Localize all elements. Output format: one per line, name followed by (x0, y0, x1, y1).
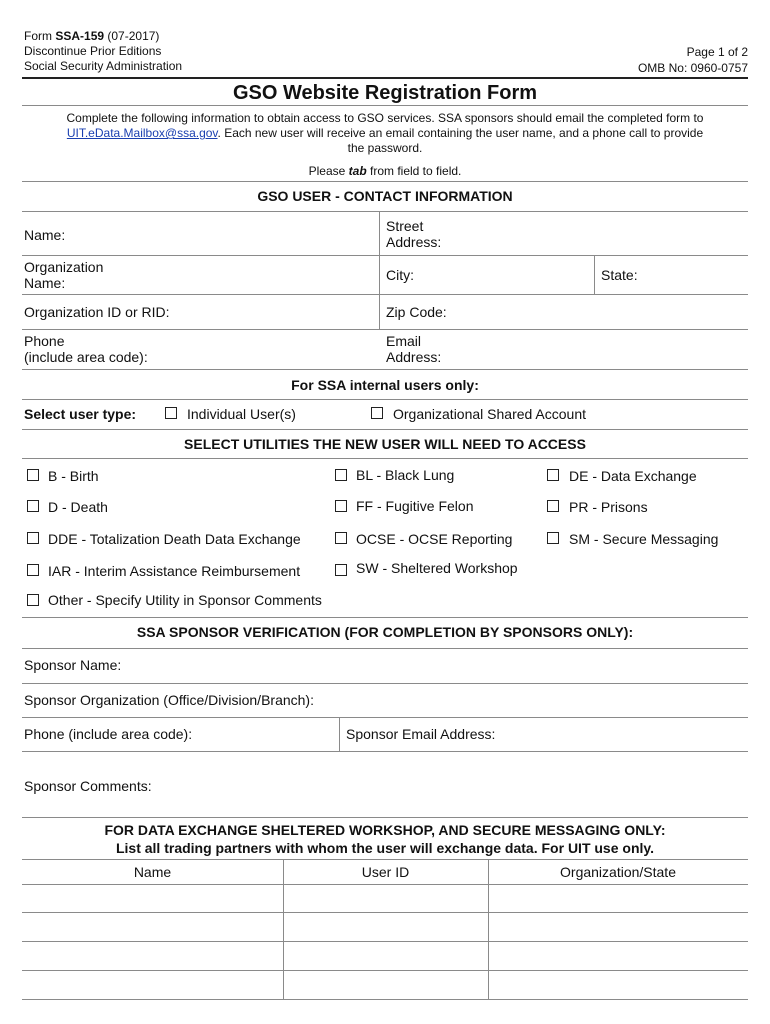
dde-label: DDE - Totalization Death Data Exchange (48, 531, 301, 547)
org-shared-account-label: Organizational Shared Account (393, 406, 587, 422)
partner-row-2-name[interactable] (22, 913, 283, 941)
partner-row-4-userid[interactable] (284, 971, 488, 999)
agency-name: Social Security Administration (24, 59, 183, 73)
sponsor-phone-field[interactable]: Phone (include area code): (24, 726, 193, 742)
partner-row-1-name[interactable] (22, 885, 283, 912)
fugitive-felon-label: FF - Fugitive Felon (356, 498, 474, 514)
other-utility-label: Other - Specify Utility in Sponsor Comments (48, 592, 322, 608)
street-label-2: Address: (386, 234, 442, 250)
tab-pre: Please (308, 164, 349, 178)
partner-row-1-org[interactable] (489, 885, 748, 912)
sponsor-email-link[interactable]: UIT.eData.Mailbox@ssa.gov (66, 126, 218, 140)
partner-row-4-org[interactable] (489, 971, 748, 999)
grid-vline (594, 255, 595, 294)
individual-user-checkbox[interactable] (165, 407, 177, 419)
sponsor-organization-field[interactable]: Sponsor Organization (Office/Division/Branch): (24, 692, 314, 708)
email-label-2: Address: (386, 349, 442, 365)
name-field[interactable]: Name: (24, 227, 66, 243)
tab-post: from field to field. (366, 164, 462, 178)
partner-row-3-name[interactable] (22, 942, 283, 970)
rule (22, 683, 748, 684)
email-label-1: Email (386, 333, 422, 349)
partners-heading-2: List all trading partners with whom the user will exchange data. For UIT use only. (115, 840, 655, 856)
partner-row-3-org[interactable] (489, 942, 748, 970)
organization-name-field[interactable] (24, 259, 103, 291)
partner-row-4-name[interactable] (22, 971, 283, 999)
birth-checkbox[interactable] (27, 469, 39, 481)
organization-id-field[interactable]: Organization ID or RID: (24, 304, 170, 320)
state-field[interactable]: State: (601, 267, 638, 283)
rule (22, 329, 748, 330)
omb-number: OMB No: 0960-0757 (637, 61, 748, 75)
org-shared-account-checkbox[interactable] (371, 407, 383, 419)
form-date: (07-2017) (104, 29, 160, 43)
page-number: Page 1 of 2 (686, 45, 748, 59)
rule (22, 648, 748, 649)
discontinue-note: Discontinue Prior Editions (24, 44, 162, 58)
partner-row-2-userid[interactable] (284, 913, 488, 941)
sponsor-name-field[interactable]: Sponsor Name: (24, 657, 122, 673)
form-prefix: Form (24, 29, 56, 43)
form-number: SSA-159 (55, 29, 105, 43)
column-header-organization-state: Organization/State (560, 864, 676, 880)
phone-label-1: Phone (24, 333, 65, 349)
org-label-2: Name: (24, 275, 66, 291)
phone-field[interactable] (24, 333, 148, 365)
intro-line-1: Complete the following information to obtain access to GSO services. SSA sponsors should email the completed form to (66, 111, 704, 125)
prisons-label: PR - Prisons (569, 499, 648, 515)
sponsor-heading: SSA SPONSOR VERIFICATION (FOR COMPLETION BY SPONSORS ONLY): (136, 624, 634, 640)
secure-messaging-label: SM - Secure Messaging (569, 531, 719, 547)
street-label-1: Street (386, 218, 424, 234)
email-address-field[interactable] (386, 333, 441, 365)
birth-label: B - Birth (48, 468, 99, 484)
rule (22, 294, 748, 295)
rule (22, 181, 748, 182)
rule (22, 458, 748, 459)
sheltered-workshop-checkbox[interactable] (335, 564, 347, 576)
street-address-field[interactable] (386, 218, 441, 250)
form-id-line (24, 29, 159, 43)
rule (22, 999, 748, 1000)
internal-heading: For SSA internal users only: (291, 377, 479, 393)
sponsor-email-field[interactable]: Sponsor Email Address: (346, 726, 496, 742)
tab-word: tab (348, 164, 367, 178)
column-header-user-id: User ID (361, 864, 410, 880)
utilities-heading: SELECT UTILITIES THE NEW USER WILL NEED TO ACCESS (184, 436, 586, 452)
secure-messaging-checkbox[interactable] (547, 532, 559, 544)
fugitive-felon-checkbox[interactable] (335, 500, 347, 512)
rule (22, 429, 748, 430)
zip-code-field[interactable]: Zip Code: (386, 304, 447, 320)
column-header-name: Name (133, 864, 172, 880)
iar-checkbox[interactable] (27, 564, 39, 576)
intro-line-3: the password. (347, 141, 423, 155)
org-label-1: Organization (24, 259, 104, 275)
title-rule (22, 105, 748, 106)
iar-label: IAR - Interim Assistance Reimbursement (48, 563, 301, 579)
rule (22, 369, 748, 370)
black-lung-checkbox[interactable] (335, 469, 347, 481)
sponsor-comments-field[interactable]: Sponsor Comments: (24, 778, 152, 794)
partner-row-1-userid[interactable] (284, 885, 488, 912)
header-rule (22, 77, 748, 79)
rule (22, 751, 748, 752)
rule (22, 399, 748, 400)
ocse-label: OCSE - OCSE Reporting (356, 531, 513, 547)
rule (22, 817, 748, 818)
rule (22, 859, 748, 860)
select-user-type-label: Select user type: (24, 406, 137, 422)
black-lung-label: BL - Black Lung (356, 467, 455, 483)
sheltered-workshop-label: SW - Sheltered Workshop (356, 560, 518, 576)
page-title: GSO Website Registration Form (232, 82, 538, 104)
partner-row-2-org[interactable] (489, 913, 748, 941)
rule (22, 211, 748, 212)
phone-label-2: (include area code): (24, 349, 148, 365)
city-field[interactable]: City: (386, 267, 414, 283)
death-label: D - Death (48, 499, 108, 515)
other-utility-checkbox[interactable] (27, 594, 39, 606)
death-checkbox[interactable] (27, 500, 39, 512)
prisons-checkbox[interactable] (547, 500, 559, 512)
ocse-checkbox[interactable] (335, 532, 347, 544)
rule (22, 255, 748, 256)
dde-checkbox[interactable] (27, 532, 39, 544)
partners-heading-1: FOR DATA EXCHANGE SHELTERED WORKSHOP, AND SECURE MESSAGING ONLY: (104, 822, 666, 838)
data-exchange-label: DE - Data Exchange (569, 468, 697, 484)
rule (22, 717, 748, 718)
grid-vline (379, 212, 380, 329)
partner-row-3-userid[interactable] (284, 942, 488, 970)
intro-line-2 (22, 126, 748, 140)
individual-user-label: Individual User(s) (187, 406, 296, 422)
contact-heading: GSO USER - CONTACT INFORMATION (257, 188, 513, 204)
tab-instruction (22, 164, 748, 178)
data-exchange-checkbox[interactable] (547, 469, 559, 481)
intro-line-2-rest: . Each new user will receive an email containing the user name, and a phone call to provide (217, 126, 704, 140)
grid-vline (339, 718, 340, 751)
rule (22, 617, 748, 618)
